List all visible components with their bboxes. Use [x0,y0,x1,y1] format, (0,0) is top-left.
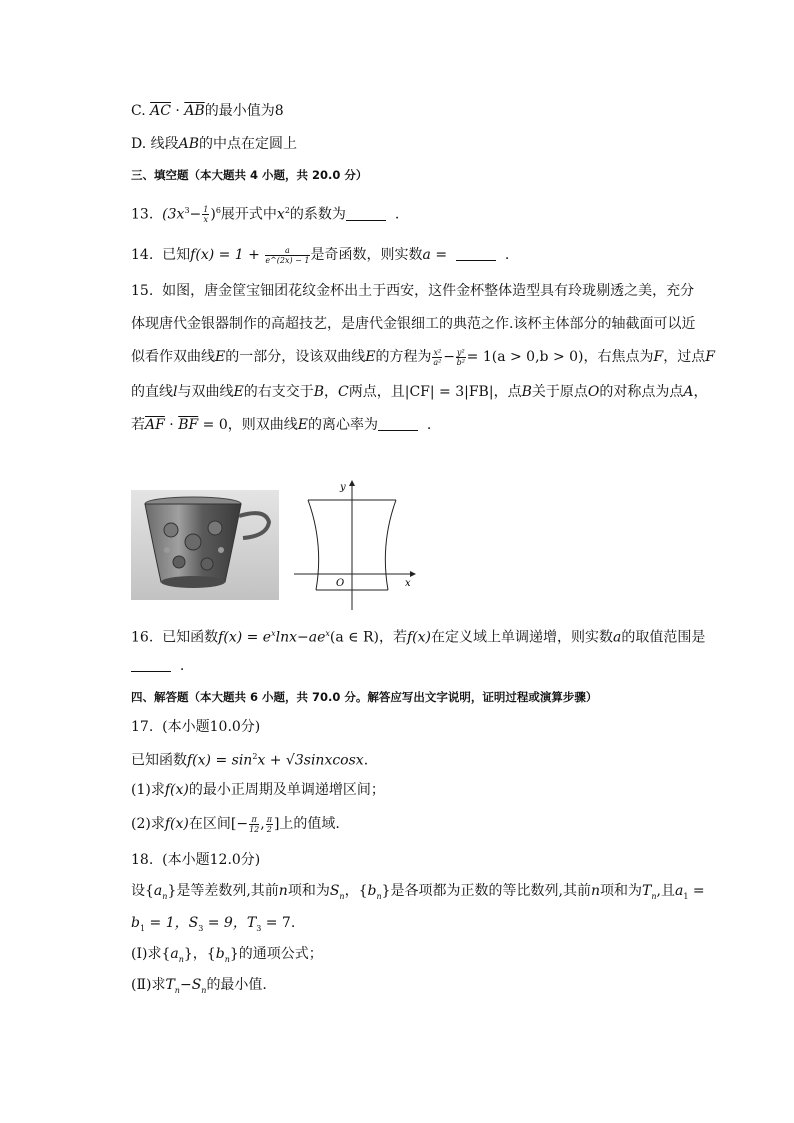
question-15-line-4: 的直线l与双曲线E的右支交于B，C两点，且|CF| = 3|FB|，点B关于原点O的对称点为点A， [131,384,708,400]
hyperbola-left-branch [308,500,319,590]
question-17-part-1: (1)求f(x)的最小正周期及单调递增区间； [131,782,385,798]
question-18-stem-line-2: $b_1 = 1$，$S_3 = 9$，$T_3 = 7$. [131,915,296,933]
option-c: C. $\overline{AC} \cdot \overline{AB}$的最小值为8 [131,103,284,119]
fraction-pi-2: $\frac{\pi}{2}$ [266,814,272,834]
gold-cup-photo [131,490,279,600]
section-3-heading: 三、填空题（本大题共 4 小题，共 20.0 分） [131,168,368,182]
fraction: $\frac{a}{e\^{}(2x) - 1}$ [265,245,310,265]
fraction-x2-a2: $\frac{\text{x²}}{\text{a²}}$ [433,347,442,367]
question-14: 14. 已知f(x) = 1 + $\frac{a}{e\^{}(2x) - 1}$ 是奇函数，则实数a = . [131,245,510,265]
section-4-heading: 四、解答题（本大题共 6 小题，共 70.0 分。解答应写出文字说明，证明过程或演算步骤） [131,690,598,704]
question-18-header: 18. (本小题12.0分) [131,852,261,868]
question-16-line-2: . [131,656,184,676]
x-axis-label: x [405,578,411,589]
option-d: D. 线段AB的中点在定圆上 [131,136,298,152]
question-15-line-2: 体现唐代金银器制作的高超技艺，是唐代金银细工的典范之作.该杯主体部分的轴截面可以近 [131,316,696,332]
question-16-line-1: 16. 已知函数$f(x) = e^x\ln x-ae^x(a$ ∈ R)，若f(x)在定义域上单调递增，则实数a的取值范围是 [131,629,706,646]
hyperbola-right-branch [385,500,396,590]
answer-blank[interactable] [131,657,171,672]
answer-blank[interactable] [346,206,386,221]
y-axis-label: y [340,482,346,493]
vector-af: $\overline{AF}$ [145,417,165,433]
question-17-header: 17. (本小题10.0分) [131,719,261,735]
question-15-line-3: 似看作双曲线E的一部分，设该双曲线E的方程为 $\frac{\text{x²}}{\text{a²}}$ − $\frac{\text{y²}}{\text{b²}}$ = 1(a > 0,b > 0)，右焦点为F，过点F [131,347,715,367]
fraction-y2-b2: $\frac{\text{y²}}{\text{b²}}$ [456,347,465,367]
question-13: 13. ($3x^3-$ $\frac{1}{x}$ )$^6$展开式中$x^2$的系数为 . [131,205,400,225]
fraction-pi-12: $\frac{\pi}{12}$ [249,814,260,834]
vector-bf: $\overline{BF}$ [178,417,199,433]
question-15-line-5: 若$\overline{AF} \cdot \overline{BF} = 0$，则双曲线E的离心率为 . [131,417,432,433]
vector-ab: $\overline{AB}$ [184,103,205,119]
question-18-part-2: (Ⅱ)求$T_n-S_n$的最小值. [131,977,267,995]
fraction: $\frac{1}{x}$ [203,205,209,225]
origin-label: O [336,578,345,589]
vector-ac: $\overline{AC}$ [150,103,171,119]
question-18-part-1: (Ⅰ)求$\{a_n\}$，$\{b_n\}$的通项公式； [131,946,323,964]
hyperbola-graph [294,478,434,610]
answer-blank[interactable] [456,246,496,261]
question-18-stem-line-1: 设$\{a_n\}$是等差数列,其前n项和为$S_n$，$\{b_n\}$是各项都为正数的等比数列,其前n项和为$T_n$,且$a_1$ = [131,883,705,901]
question-17-part-2: (2)求f(x)在区间[− $\frac{\pi}{12}$ , $\frac{\pi}{2}$ ]上的值域. [131,814,340,834]
question-17-stem: 已知函数$f(x) = \sin^2x$ + √3sinxcosx. [131,752,369,769]
answer-blank[interactable] [378,416,418,431]
question-15-line-1: 15. 如图，唐金筐宝钿团花纹金杯出土于西安，这件金杯整体造型具有玲珑剔透之美，充分 [131,283,695,299]
